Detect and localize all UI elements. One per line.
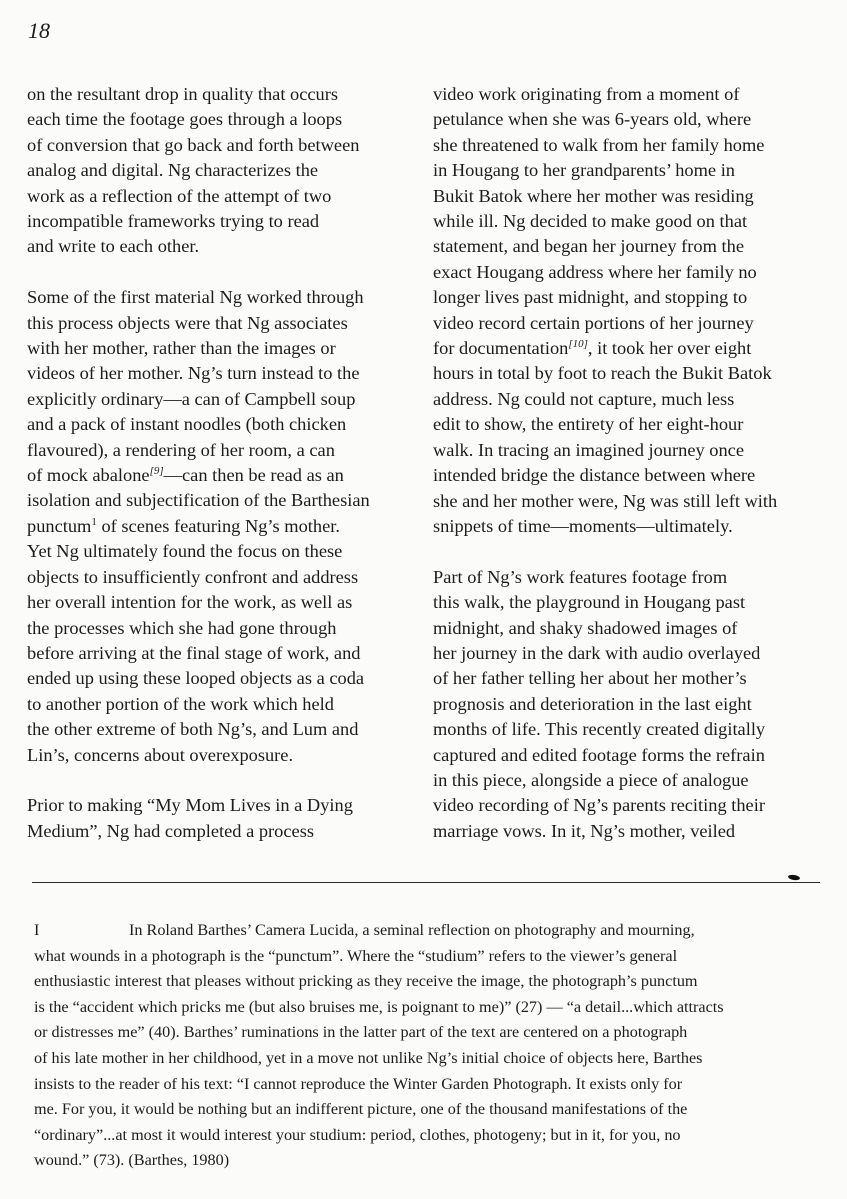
paragraph-gap (27, 260, 422, 285)
text-line: flavoured), a rendering of her room, a can (27, 439, 335, 460)
footnote-line (34, 918, 824, 944)
text-line: explicitly ordinary—a can of Campbell soup (27, 388, 356, 409)
text-line: address. Ng could not capture, much less (433, 388, 735, 409)
footnote (34, 918, 824, 1174)
footnote-line: enthusiastic interest that pleases without pricking as they receive the image, the photograph’s punctum (34, 972, 698, 991)
text-segment: of scenes featuring Ng’s mother. (96, 515, 340, 536)
paragraph-gap (27, 768, 422, 793)
text-line: isolation and subjectification of the Barthesian (27, 490, 370, 511)
footnote-line: of his late mother in her childhood, yet in a move not unlike Ng’s initial choice of objects here, Barthes (34, 1048, 703, 1067)
footnote-marker: I (34, 921, 40, 939)
text-line: edit to show, the entirety of her eight-hour (433, 414, 744, 435)
text-line: Some of the first material Ng worked through (27, 287, 364, 308)
text-line: of conversion that go back and forth between (27, 134, 360, 155)
text-line: video record certain portions of her journey (433, 312, 754, 333)
text-line: videos of her mother. Ng’s turn instead to the (27, 363, 360, 384)
text-line: hours in total by foot to reach the Bukit Batok (433, 363, 772, 384)
paragraph-gap (433, 539, 828, 564)
text-segment: , it took her over eight (587, 338, 752, 359)
text-line: in Hougang to her grandparents’ home in (433, 160, 735, 181)
footnote-text: In Roland Barthes’ Camera Lucida, a seminal reflection on photography and mourning, (129, 921, 695, 939)
footnote-line: is the “accident which pricks me (but also bruises me, is poignant to me)” (27) — “a detail...which attracts (34, 997, 724, 1016)
text-line: video work originating from a moment of (433, 84, 740, 104)
text-line: each time the footage goes through a loops (27, 109, 343, 130)
text-line: she and her mother were, Ng was still left with (433, 490, 778, 511)
footnote-line: what wounds in a photograph is the “punctum”. Where the “studium” refers to the viewer’s general (34, 946, 678, 965)
text-line: Prior to making “My Mom Lives in a Dying (27, 795, 353, 816)
text-line: incompatible frameworks trying to read (27, 211, 320, 232)
text-line: video recording of Ng’s parents reciting their (433, 795, 765, 816)
footnote-divider (32, 882, 820, 883)
text-line: midnight, and shaky shadowed images of (433, 617, 738, 638)
text-line: work as a reflection of the attempt of two (27, 185, 332, 206)
text-line-documentation (433, 336, 828, 361)
text-line: marriage vows. In it, Ng’s mother, veiled (433, 820, 736, 841)
text-line: this walk, the playground in Hougang past (433, 592, 746, 613)
text-line: petulance when she was 6-years old, where (433, 109, 752, 130)
text-line: snippets of time—moments—ultimately. (433, 515, 733, 536)
text-line: analog and digital. Ng characterizes the (27, 160, 319, 181)
endnote-ref-9: [9] (149, 465, 164, 478)
text-line: this process objects were that Ng associates (27, 312, 348, 333)
text-segment: —can then be read as an (163, 465, 344, 486)
text-line: captured and edited footage forms the refrain (433, 744, 765, 765)
footnote-ref-1: 1 (91, 515, 97, 528)
text-line: Lin’s, concerns about overexposure. (27, 744, 294, 765)
footnote-line: or distresses me” (40). Barthes’ ruminations in the latter part of the text are centered on a photograph (34, 1023, 688, 1042)
text-line: and a pack of instant noodles (both chicken (27, 414, 347, 435)
footnote-line: me. For you, it would be nothing but an indifferent picture, one of the thousand manifestations of the (34, 1100, 688, 1119)
text-line: with her mother, rather than the images or (27, 338, 336, 359)
text-line: Part of Ng’s work features footage from (433, 566, 728, 587)
text-line: walk. In tracing an imagined journey once (433, 439, 744, 460)
endnote-ref-10: [10] (568, 338, 588, 351)
text-line: intended bridge the distance between where (433, 465, 756, 486)
footnote-line: wound.” (73). (Barthes, 1980) (34, 1151, 230, 1170)
text-line-abalone (27, 463, 422, 488)
text-line: on the resultant drop in quality that occurs (27, 84, 339, 104)
text-line: statement, and began her journey from the (433, 236, 744, 257)
text-line: objects to insufficiently confront and address (27, 566, 359, 587)
text-line: and write to each other. (27, 236, 200, 257)
text-line: longer lives past midnight, and stopping to (433, 287, 748, 308)
footnote-line: “ordinary”...at most it would interest your studium: period, clothes, photogeny; but in it, for you, no (34, 1125, 681, 1144)
text-line: the other extreme of both Ng’s, and Lum and (27, 719, 359, 740)
text-line: of her father telling her about her mother’s (433, 668, 747, 689)
right-column (433, 82, 828, 844)
text-segment: of mock abalone (27, 465, 150, 486)
text-line: prognosis and deterioration in the last eight (433, 693, 752, 714)
page-number: 18 (28, 18, 50, 43)
text-line: before arriving at the final stage of work, and (27, 642, 361, 663)
text-line: exact Hougang address where her family no (433, 261, 757, 282)
text-line: months of life. This recently created digitally (433, 719, 766, 740)
text-line: to another portion of the work which held (27, 693, 334, 714)
text-line: she threatened to walk from her family home (433, 134, 765, 155)
text-segment: punctum (27, 515, 92, 536)
text-line: Bukit Batok where her mother was residing (433, 185, 754, 206)
ink-mark (788, 874, 801, 881)
text-segment: for documentation (433, 338, 569, 359)
text-line: Yet Ng ultimately found the focus on these (27, 541, 343, 562)
left-column (27, 82, 422, 844)
text-line: while ill. Ng decided to make good on that (433, 211, 748, 232)
footnote-line: insists to the reader of his text: “I cannot reproduce the Winter Garden Photograph. It exists only for (34, 1074, 683, 1093)
text-line: Medium”, Ng had completed a process (27, 820, 315, 841)
text-line: the processes which she had gone through (27, 617, 337, 638)
text-line: in this piece, alongside a piece of analogue (433, 769, 749, 790)
text-line: her overall intention for the work, as well as (27, 592, 353, 613)
text-line: her journey in the dark with audio overlayed (433, 642, 761, 663)
text-line-punctum (27, 514, 422, 539)
text-line: ended up using these looped objects as a coda (27, 668, 365, 689)
